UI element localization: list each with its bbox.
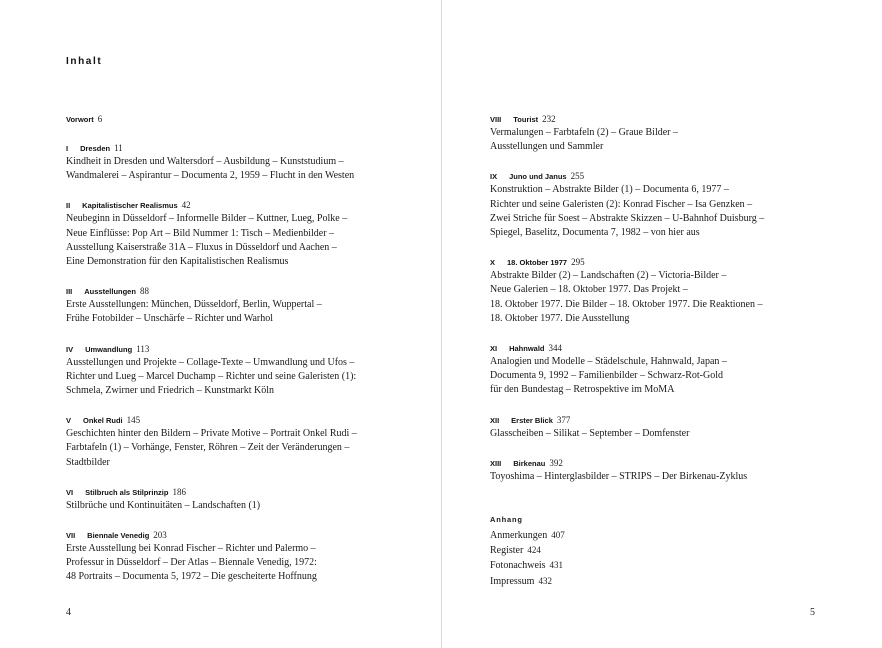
chapter-subtopics-line: Kindheit in Dresden und Waltersdorf – Ausbildung – Kunststudium –: [66, 156, 344, 167]
toc-section-heading[interactable]: [66, 411, 396, 427]
chapter-title: Stilbruch als Stilprinzip: [85, 487, 169, 497]
chapter-subtopics-line: Analogien und Modelle – Städelschule, Hahnwald, Japan –: [490, 356, 727, 368]
chapter-subtopics-line: Schmela, Zwirner und Friedrich – Kunstmarkt Köln: [66, 385, 275, 397]
chapter-number: X: [490, 258, 496, 268]
heading-spacer: [499, 410, 511, 427]
toc-section: [490, 110, 820, 154]
toc-section-heading[interactable]: [490, 339, 820, 355]
heading-spacer: [501, 453, 513, 470]
anhang-entry[interactable]: [490, 574, 820, 589]
page-number-left: 4: [66, 607, 71, 618]
chapter-title: Tourist: [513, 115, 539, 124]
chapter-subtopics-line: Abstrakte Bilder (2) – Landschaften (2) – Victoria-Bilder –: [490, 270, 727, 282]
chapter-page-number: 186: [172, 486, 186, 497]
chapter-title: Dresden: [80, 144, 111, 153]
chapter-number: VII: [66, 531, 76, 541]
chapter-subtopics-line: Neue Einflüsse: Pop Art – Bild Nummer 1: Tisch – Medienbilder –: [66, 227, 335, 239]
heading-spacer: [501, 109, 513, 126]
page-gutter: [441, 0, 442, 648]
chapter-subtopics-line: Neue Galerien – 18. Oktober 1977. Das Projekt –: [490, 284, 688, 296]
chapter-subtopics-line: Stadtbilder: [66, 456, 110, 468]
chapter-number: IX: [490, 172, 498, 182]
anhang-entry-page: 424: [527, 545, 541, 556]
chapter-title: Vorwort: [66, 115, 94, 124]
anhang-entry[interactable]: [490, 528, 820, 543]
toc-section: [490, 454, 820, 484]
heading-spacer: [70, 195, 82, 212]
anhang-entry-page: 432: [538, 575, 552, 586]
toc-section: [490, 167, 820, 240]
toc-section-heading[interactable]: [66, 110, 396, 126]
chapter-page-number: 88: [139, 286, 149, 297]
toc-section-heading[interactable]: [66, 196, 396, 212]
toc-left-column: [66, 110, 396, 598]
toc-section: [490, 339, 820, 398]
toc-section: [490, 411, 820, 441]
anhang-entry-label: Anmerkungen: [490, 530, 548, 542]
toc-section: [66, 110, 396, 126]
chapter-subtopics-line: Glasscheiben – Silikat – September – Domfenster: [490, 427, 690, 439]
chapter-subtopics-line: für den Bundestag – Retrospektive im MoMA: [490, 384, 675, 396]
heading-spacer: [73, 482, 85, 499]
chapter-subtopics-line: Erste Ausstellungen: München, Düsseldorf, Berlin, Wuppertal –: [66, 299, 322, 311]
chapter-number: V: [66, 416, 72, 426]
chapter-title: Juno und Janus: [509, 172, 567, 182]
toc-section: [66, 196, 396, 269]
toc-right-column: [490, 110, 820, 589]
toc-section-heading[interactable]: [66, 139, 396, 155]
anhang-entry-label: Register: [490, 545, 524, 557]
chapter-subtopics-line: Zwei Striche für Soest – Abstrakte Skizzen – U-Bahnhof Duisburg –: [490, 212, 765, 224]
heading-spacer: [73, 339, 85, 356]
toc-section: [66, 139, 396, 183]
chapter-page-number: 203: [153, 530, 167, 541]
toc-section-heading[interactable]: [66, 526, 396, 542]
chapter-subtopics-line: Ausstellung Kaiserstraße 31A – Fluxus in Düsseldorf und Aachen –: [66, 241, 337, 253]
chapter-subtopics-line: Neubeginn in Düsseldorf – Informelle Bilder – Kuttner, Lueg, Polke –: [66, 213, 348, 225]
heading-spacer: [495, 252, 507, 269]
chapter-subtopics-line: Richter und Lueg – Marcel Duchamp – Richter und seine Galeristen (1):: [66, 370, 357, 382]
anhang-entry[interactable]: [490, 543, 820, 558]
chapter-page-number: 392: [549, 457, 563, 468]
chapter-page-number: 145: [126, 415, 141, 426]
chapter-subtopics-line: Konstruktion – Abstrakte Bilder (1) – Documenta 6, 1977 –: [490, 184, 729, 196]
chapter-subtopics-line: 48 Portraits – Documenta 5, 1972 – Die gescheiterte Hoffnung: [66, 571, 317, 583]
chapter-page-number: 344: [548, 343, 563, 354]
chapter-title: Onkel Rudi: [83, 416, 123, 426]
chapter-subtopics-line: Ausstellungen und Sammler: [490, 141, 604, 153]
toc-section: [66, 526, 396, 585]
chapter-title: Kapitalistischer Realismus: [82, 201, 178, 211]
toc-section-heading[interactable]: [490, 253, 820, 269]
anhang-entry-label: Impressum: [490, 575, 535, 587]
chapter-subtopics-line: Farbtafeln (1) – Vorhänge, Fenster, Röhren – Zeit der Veränderungen –: [66, 442, 350, 454]
chapter-number: VIII: [490, 115, 502, 124]
chapter-number: XI: [490, 344, 498, 354]
chapter-number: XIII: [490, 458, 502, 468]
anhang-entry-page: 407: [551, 530, 565, 541]
toc-section-heading[interactable]: [490, 167, 820, 183]
chapter-title: Hahnwald: [509, 344, 545, 354]
heading-spacer: [497, 338, 509, 355]
chapter-page-number: 42: [181, 200, 191, 211]
toc-section: [66, 411, 396, 470]
toc-section-heading[interactable]: [66, 340, 396, 356]
chapter-number: I: [66, 144, 69, 153]
chapter-page-number: 295: [571, 257, 585, 268]
chapter-subtopics-line: Vermalungen – Farbtafeln (2) – Graue Bilder –: [490, 127, 678, 138]
chapter-page-number: 232: [542, 114, 556, 124]
anhang-entry[interactable]: [490, 558, 820, 573]
chapter-title: Birkenau: [513, 458, 546, 468]
chapter-subtopics-line: Geschichten hinter den Bildern – Private Motive – Portrait Onkel Rudi –: [66, 428, 357, 440]
chapter-number: XII: [490, 415, 500, 425]
page-title: Inhalt: [66, 56, 103, 67]
chapter-page-number: 6: [97, 114, 103, 124]
chapter-subtopics-line: Wandmalerei – Aspirantur – Documenta 2, 1959 – Flucht in den Westen: [66, 170, 355, 182]
chapter-subtopics-line: Ausstellungen und Projekte – Collage-Texte – Umwandlung und Ufos –: [66, 356, 355, 368]
toc-section: [490, 253, 820, 326]
chapter-subtopics-line: Richter und seine Galeristen (2): Konrad Fischer – Isa Genzken –: [490, 198, 753, 210]
chapter-page-number: 255: [570, 171, 585, 182]
chapter-number: VI: [66, 487, 74, 497]
chapter-subtopics-line: Stilbrüche und Kontinuitäten – Landschaften (1): [66, 499, 261, 511]
chapter-number: IV: [66, 344, 74, 354]
heading-spacer: [72, 281, 84, 298]
toc-section: [66, 483, 396, 513]
chapter-title: 18. Oktober 1977: [507, 258, 568, 268]
chapter-subtopics-line: Professur in Düsseldorf – Der Atlas – Biennale Venedig, 1972:: [66, 557, 317, 569]
anhang-section: [490, 512, 820, 589]
heading-spacer: [71, 410, 83, 427]
chapter-subtopics-line: Toyoshima – Hinterglasbilder – STRIPS – Der Birkenau-Zyklus: [490, 470, 748, 482]
chapter-title: Biennale Venedig: [87, 531, 150, 541]
chapter-subtopics-line: Frühe Fotobilder – Unschärfe – Richter und Warhol: [66, 313, 274, 325]
chapter-page-number: 377: [556, 414, 571, 425]
toc-section-heading[interactable]: [66, 282, 396, 298]
chapter-subtopics-line: 18. Oktober 1977. Die Bilder – 18. Oktober 1977. Die Reaktionen –: [490, 298, 763, 310]
chapter-title: Ausstellungen: [84, 287, 136, 297]
toc-section-heading[interactable]: [490, 110, 820, 126]
heading-spacer: [68, 138, 80, 155]
toc-section-heading[interactable]: [66, 483, 396, 499]
chapter-number: II: [66, 201, 71, 211]
chapter-subtopics-line: Spiegel, Baselitz, Documenta 7, 1982 – von hier aus: [490, 227, 700, 239]
chapter-number: III: [66, 287, 73, 297]
chapter-page-number: 113: [136, 343, 150, 354]
page-number-right: 5: [810, 607, 815, 618]
anhang-entry-label: Fotonachweis: [490, 560, 546, 572]
chapter-title: Umwandlung: [85, 344, 133, 354]
chapter-page-number: 11: [114, 143, 123, 153]
chapter-subtopics-line: Erste Ausstellung bei Konrad Fischer – Richter und Palermo –: [66, 543, 316, 555]
chapter-subtopics-line: 18. Oktober 1977. Die Ausstellung: [490, 312, 630, 324]
chapter-subtopics-line: Eine Demonstration für den Kapitalistischen Realismus: [66, 256, 289, 268]
toc-section-heading[interactable]: [490, 454, 820, 470]
anhang-heading: Anhang: [490, 515, 523, 525]
toc-section-heading[interactable]: [490, 411, 820, 427]
chapter-title: Erster Blick: [511, 415, 553, 425]
toc-section: [66, 282, 396, 326]
anhang-entry-page: 431: [549, 560, 564, 571]
chapter-subtopics-line: Documenta 9, 1992 – Familienbilder – Schwarz-Rot-Gold: [490, 370, 724, 382]
heading-spacer: [497, 166, 509, 183]
heading-spacer: [75, 525, 87, 542]
toc-section: [66, 340, 396, 399]
